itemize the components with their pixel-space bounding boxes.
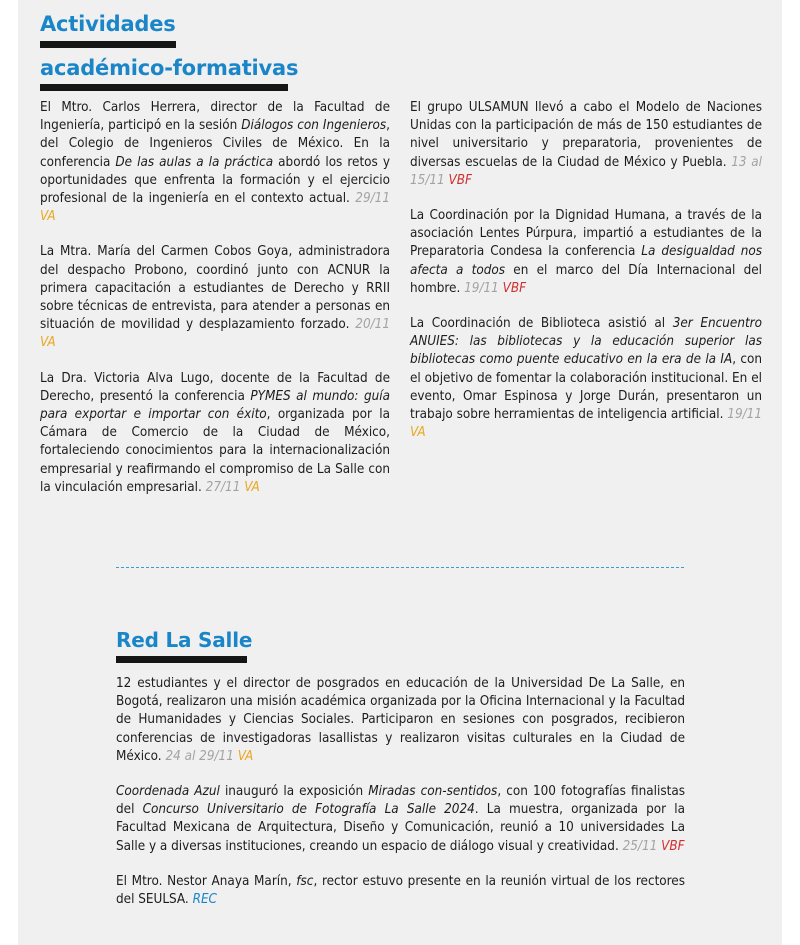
news-item — [116, 783, 685, 856]
source-tag: VA — [240, 479, 260, 495]
italic-title: PYMES al mundo: guía para exportar e importar con éxito — [40, 388, 390, 423]
news-item — [410, 99, 762, 190]
italic-title: Concurso Universitario de Fotografía La Salle 2024 — [142, 802, 475, 818]
paragraph-text: . La muestra, organizada por la Facultad Mexicana de Arquitectura, Diseño y Comunicación, reunió a 10 universidades La Salle y a diversas instituciones, creando un espacio de diálogo visual y creatividad. — [116, 802, 685, 854]
paragraph-text: La Coordinación por la Dignidad Humana, a través de la asociación Lentes Púrpura, impartió a estudiantes de la Preparatoria Condesa la conferencia — [410, 208, 762, 260]
source-tag: VBF — [444, 172, 472, 188]
paragraph-text: , rector estuvo presente en la reunión virtual de los rectores del SEULSA. — [116, 873, 686, 908]
news-item — [410, 207, 762, 298]
paragraph-text: La Coordinación de Biblioteca asistió al — [410, 316, 673, 332]
source-tag: REC — [192, 892, 217, 908]
paragraph-text: La Dra. Victoria Alva Lugo, docente de la Facultad de Derecho, presentó la conferencia — [40, 370, 390, 404]
date-label: 24 al 29/11 — [165, 748, 234, 764]
italic-title: Coordenada Azul — [116, 784, 220, 800]
date-label: 27/11 — [205, 479, 241, 495]
paragraph-text: El grupo ULSAMUN llevó a cabo el Modelo de Naciones Unidas con la participación de más de 150 estudiantes de nivel universitario y preparatoria, provenientes de diversas escuelas de la Ciudad de México y Puebla. — [410, 100, 762, 170]
paragraph-text: , del Colegio de Ingenieros Civiles de México. En la conferencia — [40, 118, 390, 170]
red-la-salle-body — [116, 675, 685, 926]
paragraph-text: El Mtro. Carlos Herrera, director de la Facultad de Ingeniería, participó en la sesión — [40, 100, 390, 134]
paragraph-text: inauguró la exposición — [219, 784, 369, 800]
source-tag: VA — [410, 425, 426, 441]
date-label: 20/11 — [355, 317, 390, 333]
paragraph-text: , organizada por la Cámara de Comercio de la Ciudad de México, fortaleciendo conocimientos para la internacionalización empresarial y reafirmando el compromiso de La Salle con la vinculación empresarial. — [40, 407, 390, 495]
right-column — [410, 99, 762, 459]
italic-title: De las aulas a la práctica — [115, 154, 274, 170]
section-title-line1: Actividades — [40, 12, 176, 36]
title-underline-2 — [40, 84, 288, 91]
paragraph-text: La Mtra. María del Carmen Cobos Goya, administradora del despacho Probono, coordinó junto con ACNUR la primera capacitación a estudiantes de Derecho y RRII sobre técnicas de entrevista, para atender a personas en situación de movilidad y desplazamiento forzado. — [40, 244, 390, 333]
paragraph-text: , con 100 fotografías finalistas del — [116, 784, 685, 818]
paragraph-text: en el marco del Día Internacional del hombre. — [410, 262, 762, 296]
source-tag: VA — [233, 748, 254, 764]
paragraph-text: , con el objetivo de fomentar la colaboración institucional. En el evento, Omar Espinosa y Jorge Durán, presentaron un trabajo sobre herramientas de inteligencia artificial. — [410, 352, 762, 423]
date-label: 29/11 — [355, 191, 390, 207]
italic-title: 3er Encuentro ANUIES: las bibliotecas y la educación superior las bibliotecas como puente educativo en la era de la IA — [410, 316, 762, 368]
italic-title: La desigualdad nos afecta a todos — [410, 244, 762, 278]
paragraph-text: abordó los retos y oportunidades que enfrenta la formación y el ejercicio profesional de la ingeniería en el contexto actual. — [40, 154, 390, 207]
red-la-salle-title: Red La Salle — [116, 628, 253, 652]
news-item — [40, 243, 390, 352]
section-title-line2: académico-formativas — [40, 56, 299, 80]
source-tag: VBF — [657, 838, 685, 854]
news-item — [116, 675, 685, 766]
date-label: 13 al 15/11 — [410, 154, 762, 188]
paragraph-text: 12 estudiantes y el director de posgrados en educación de la Universidad De La Salle, en Bogotá, realizaron una misión académica organizada por la Oficina Internacional y la Facultad de Humanidades y Ciencias Sociales. Participaron en sesiones con posgrados, recibieron conferencias de investigadoras lasallistas y realizaron visitas culturales en la Ciudad de México. — [116, 676, 685, 764]
news-item — [410, 315, 762, 442]
source-tag: VBF — [498, 280, 527, 296]
italic-title: fsc — [296, 873, 314, 889]
news-item — [116, 873, 685, 909]
title-underline-3 — [116, 656, 247, 663]
section-divider — [116, 567, 684, 568]
italic-title: Miradas con-sentidos — [368, 784, 498, 800]
paragraph-text: El Mtro. Nestor Anaya Marín, — [116, 873, 297, 889]
title-underline-1 — [40, 41, 176, 48]
news-item — [40, 99, 390, 226]
source-tag: VA — [40, 209, 56, 225]
date-label: 19/11 — [727, 407, 762, 423]
news-item — [40, 370, 390, 497]
date-label: 19/11 — [464, 280, 499, 296]
left-column — [40, 99, 390, 514]
source-tag: VA — [40, 335, 56, 351]
date-label: 25/11 — [622, 838, 658, 854]
italic-title: Diálogos con Ingenieros — [241, 118, 387, 134]
